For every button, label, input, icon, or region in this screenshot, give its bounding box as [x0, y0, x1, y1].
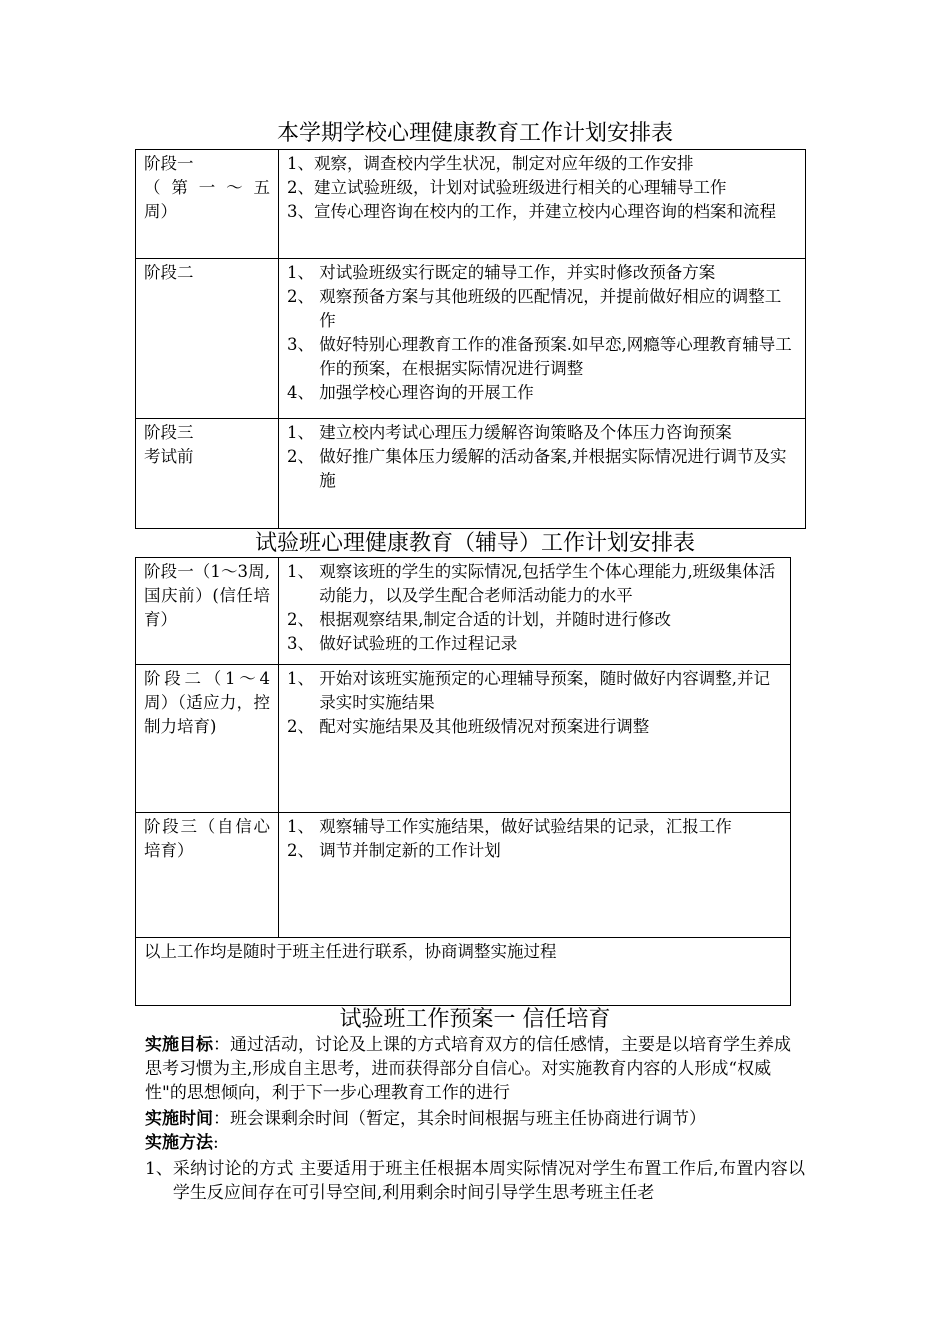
- stage-cell: 阶段三（自信心培育）: [136, 813, 279, 938]
- list-text: 观察预备方案与其他班级的匹配情况，并提前做好相应的调整工作: [319, 287, 782, 330]
- list-text: 根据观察结果,制定合适的计划，并随时进行修改: [319, 610, 671, 629]
- list-number: 2、: [287, 287, 320, 306]
- list-text: 加强学校心理咨询的开展工作: [319, 383, 534, 402]
- time-text: ：班会课剩余时间（暂定，其余时间根据与班主任协商进行调节）: [213, 1109, 706, 1129]
- list-item: [287, 333, 797, 381]
- list-text: 调节并制定新的工作计划: [319, 841, 501, 860]
- stage-cell: [136, 419, 279, 529]
- stage-sub: 考试前: [144, 447, 194, 466]
- list-text: 对试验班级实行既定的辅导工作，并实时修改预备方案: [319, 263, 716, 282]
- list-number: 2、: [287, 717, 320, 736]
- plan-table-1: [135, 149, 806, 529]
- list-text: 配对实施结果及其他班级情况对预案进行调整: [319, 717, 650, 736]
- list-text: 做好推广集体压力缓解的活动备案,并根据实际情况进行调节及实施: [319, 447, 787, 490]
- method-label: 实施方法: [145, 1133, 213, 1153]
- goal-text: ：通过活动，讨论及上课的方式培育双方的信任感情，主要是以培育学生养成思考习惯为主,形成自主思考，进而获得部分自信心。对实施教育内容的人形成“权威性"的思想倾向，利于下一步心理教育工作的进行: [145, 1035, 791, 1103]
- list-text: 开始对该班实施预定的心理辅导预案，随时做好内容调整,并记录实时实施结果: [319, 669, 770, 712]
- method-item: [145, 1157, 805, 1205]
- list-number: 2、: [287, 610, 320, 629]
- time-paragraph: [145, 1107, 805, 1131]
- method-paragraph: [145, 1131, 805, 1155]
- list-item: [287, 839, 782, 863]
- content-cell: [279, 419, 806, 529]
- content-cell: [279, 259, 806, 419]
- list-item: [287, 285, 797, 333]
- list-number: 3、: [287, 634, 320, 653]
- stage-cell: [136, 150, 279, 259]
- stage-label: 阶段二: [144, 263, 194, 282]
- content-cell: [279, 558, 791, 665]
- list-item: [287, 632, 782, 656]
- table-row: [136, 259, 806, 419]
- list-item: [287, 381, 797, 405]
- list-number: 1、: [287, 562, 320, 581]
- stage-cell: 阶段一（1～3周,国庆前）(信任培育）: [136, 558, 279, 665]
- list-text: 采纳讨论的方式 主要适用于班主任根据本周实际情况对学生布置工作后,布置内容以学生反应间存在可引导空间,利用剩余时间引导学生思考班主任老: [172, 1159, 805, 1203]
- list-item: [287, 608, 782, 632]
- method-colon: :: [213, 1133, 219, 1153]
- time-label: 实施时间: [145, 1109, 213, 1129]
- list-number: 1、: [145, 1159, 173, 1179]
- list-number: 4、: [287, 383, 320, 402]
- list-item: 3、宣传心理咨询在校内的工作，并建立校内心理咨询的档案和流程: [287, 202, 776, 221]
- table-row: [136, 938, 791, 1006]
- list-item: [287, 421, 797, 445]
- stage-label: 阶段一: [144, 154, 194, 173]
- table-row: [136, 419, 806, 529]
- list-number: 1、: [287, 423, 320, 442]
- list-item: 1、观察，调查校内学生状况，制定对应年级的工作安排: [287, 154, 694, 173]
- stage-label: 阶段三: [144, 423, 194, 442]
- list-item: 2、建立试验班级，计划对试验班级进行相关的心理辅导工作: [287, 178, 727, 197]
- list-item: [287, 261, 797, 285]
- stage-sub: （ 第 一 ～ 五 周）: [144, 178, 270, 221]
- table-row: [136, 813, 791, 938]
- list-number: 1、: [287, 817, 320, 836]
- goal-paragraph: [145, 1033, 805, 1105]
- plan-table-2: [135, 557, 791, 1006]
- list-item: [287, 815, 782, 839]
- table-row: [136, 558, 791, 665]
- list-text: 观察该班的学生的实际情况,包括学生个体心理能力,班级集体活动能力，以及学生配合老师活动能力的水平: [319, 562, 776, 605]
- content-cell: [279, 665, 791, 813]
- list-item: [287, 667, 782, 715]
- list-number: 1、: [287, 263, 320, 282]
- list-item: [287, 560, 782, 608]
- list-text: 建立校内考试心理压力缓解咨询策略及个体压力咨询预案: [319, 423, 732, 442]
- plan-title: 试验班工作预案一 信任培育: [339, 1007, 611, 1032]
- content-cell: [279, 813, 791, 938]
- goal-label: 实施目标: [145, 1035, 213, 1055]
- table-row: [136, 150, 806, 259]
- list-number: 3、: [287, 335, 320, 354]
- list-number: 2、: [287, 841, 320, 860]
- list-item: [287, 715, 782, 739]
- stage-cell: [136, 259, 279, 419]
- list-text: 观察辅导工作实施结果，做好试验结果的记录，汇报工作: [319, 817, 732, 836]
- list-number: 1、: [287, 669, 320, 688]
- list-text: 做好试验班的工作过程记录: [319, 634, 518, 653]
- list-number: 2、: [287, 447, 320, 466]
- list-item: [287, 445, 797, 493]
- table2-title: 试验班心理健康教育（辅导）工作计划安排表: [254, 531, 695, 556]
- table-row: [136, 665, 791, 813]
- stage-cell: 阶段二（1～4周）（适应力，控制力培育): [136, 665, 279, 813]
- list-text: 做好特别心理教育工作的准备预案.如早恋,网瘾等心理教育辅导工作的预案，在根据实际情况进行调整: [319, 335, 792, 378]
- content-cell: [279, 150, 806, 259]
- table1-title: 本学期学校心理健康教育工作计划安排表: [276, 121, 673, 146]
- footer-cell: 以上工作均是随时于班主任进行联系，协商调整实施过程: [136, 938, 791, 1006]
